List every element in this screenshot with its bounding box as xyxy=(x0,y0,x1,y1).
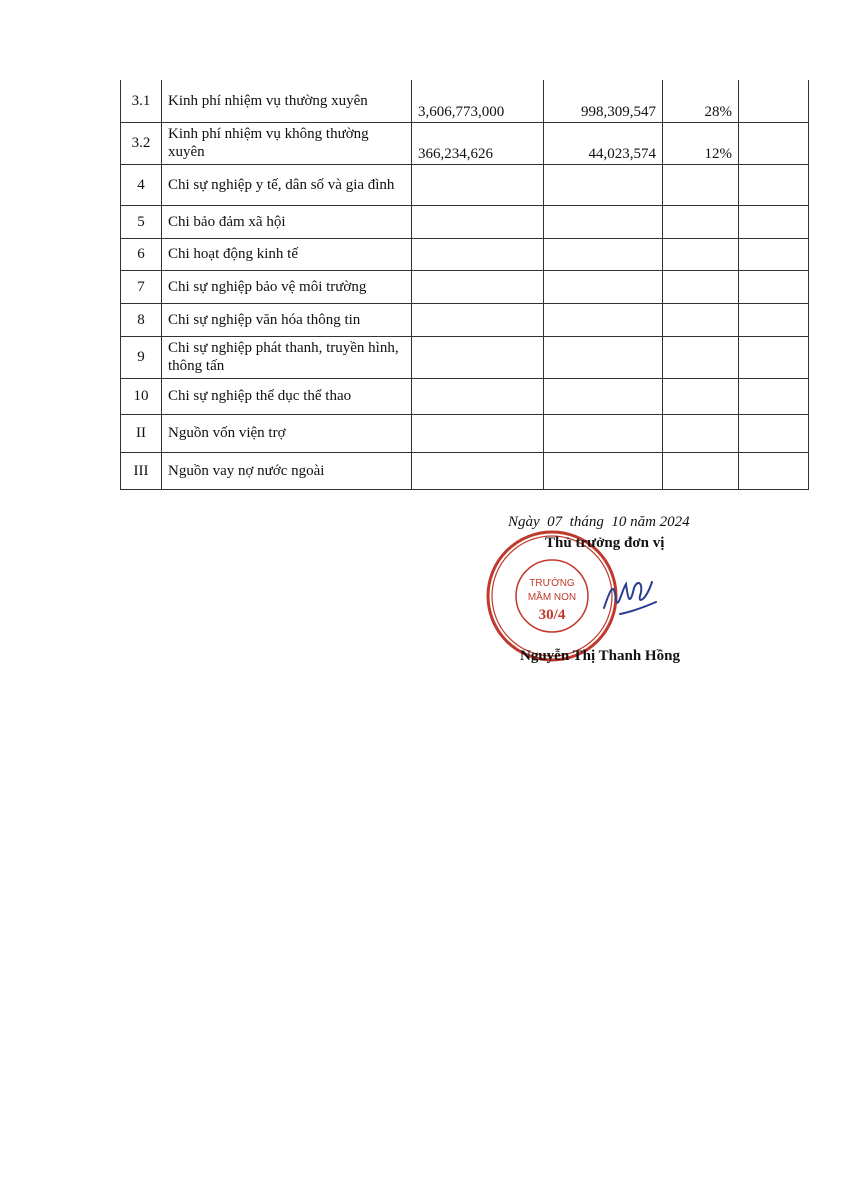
row-label: Chi sự nghiệp thể dục thể thao xyxy=(162,378,412,414)
percent-value xyxy=(663,452,739,489)
note-value xyxy=(739,80,809,122)
estimate-value xyxy=(412,205,544,238)
note-value xyxy=(739,238,809,270)
estimate-value xyxy=(412,378,544,414)
actual-value xyxy=(544,205,663,238)
estimate-value xyxy=(412,336,544,378)
row-label: Kinh phí nhiệm vụ không thường xuyên xyxy=(162,122,412,164)
row-number: 3.1 xyxy=(121,80,162,122)
actual-value xyxy=(544,452,663,489)
percent-value xyxy=(663,414,739,452)
row-label: Chi sự nghiệp văn hóa thông tin xyxy=(162,303,412,336)
row-label: Kinh phí nhiệm vụ thường xuyên xyxy=(162,80,412,122)
actual-value xyxy=(544,414,663,452)
percent-value xyxy=(663,270,739,303)
signature-date: Ngày 07 tháng 10 năm 2024 xyxy=(508,514,690,530)
percent-value: 28% xyxy=(663,80,739,122)
row-label: Chi sự nghiệp y tế, dân số và gia đình xyxy=(162,164,412,205)
note-value xyxy=(739,205,809,238)
note-value xyxy=(739,270,809,303)
estimate-value xyxy=(412,414,544,452)
budget-table xyxy=(120,80,809,490)
actual-value: 998,309,547 xyxy=(544,80,663,122)
row-label: Chi bảo đảm xã hội xyxy=(162,205,412,238)
row-number: 10 xyxy=(121,378,162,414)
note-value xyxy=(739,303,809,336)
estimate-value xyxy=(412,164,544,205)
estimate-value xyxy=(412,238,544,270)
estimate-value: 3,606,773,000 xyxy=(412,80,544,122)
table-row xyxy=(121,205,809,238)
table-row xyxy=(121,452,809,489)
row-number: III xyxy=(121,452,162,489)
table-row xyxy=(121,80,809,122)
row-label: Nguồn vay nợ nước ngoài xyxy=(162,452,412,489)
note-value xyxy=(739,378,809,414)
table-row xyxy=(121,336,809,378)
table-row xyxy=(121,378,809,414)
row-number: 5 xyxy=(121,205,162,238)
estimate-value xyxy=(412,270,544,303)
stamp-line3: 30/4 xyxy=(538,607,566,623)
percent-value: 12% xyxy=(663,122,739,164)
note-value xyxy=(739,452,809,489)
note-value xyxy=(739,122,809,164)
percent-value xyxy=(663,336,739,378)
row-number: 6 xyxy=(121,238,162,270)
row-number: 7 xyxy=(121,270,162,303)
table-row xyxy=(121,164,809,205)
note-value xyxy=(739,414,809,452)
estimate-value: 366,234,626 xyxy=(412,122,544,164)
actual-value xyxy=(544,270,663,303)
percent-value xyxy=(663,378,739,414)
actual-value xyxy=(544,378,663,414)
actual-value xyxy=(544,336,663,378)
table-row xyxy=(121,122,809,164)
handwritten-signature xyxy=(600,570,660,620)
row-number: II xyxy=(121,414,162,452)
actual-value: 44,023,574 xyxy=(544,122,663,164)
table-row xyxy=(121,238,809,270)
stamp-line2: MẦM NON xyxy=(527,592,577,603)
note-value xyxy=(739,164,809,205)
row-label: Chi sự nghiệp phát thanh, truyền hình, thông tấn xyxy=(162,336,412,378)
percent-value xyxy=(663,303,739,336)
note-value xyxy=(739,336,809,378)
row-number: 8 xyxy=(121,303,162,336)
row-label: Chi hoạt động kinh tế xyxy=(162,238,412,270)
signer-name: Nguyễn Thị Thanh Hồng xyxy=(520,648,680,664)
table-row xyxy=(121,414,809,452)
actual-value xyxy=(544,303,663,336)
estimate-value xyxy=(412,452,544,489)
row-number: 3.2 xyxy=(121,122,162,164)
percent-value xyxy=(663,238,739,270)
table-row xyxy=(121,270,809,303)
signer-title: Thủ trưởng đơn vị xyxy=(545,535,665,551)
estimate-value xyxy=(412,303,544,336)
actual-value xyxy=(544,238,663,270)
percent-value xyxy=(663,205,739,238)
row-number: 9 xyxy=(121,336,162,378)
percent-value xyxy=(663,164,739,205)
row-number: 4 xyxy=(121,164,162,205)
row-label: Nguồn vốn viện trợ xyxy=(162,414,412,452)
stamp-line1: TRƯỜNG xyxy=(529,578,575,589)
actual-value xyxy=(544,164,663,205)
row-label: Chi sự nghiệp bảo vệ môi trường xyxy=(162,270,412,303)
table-row xyxy=(121,303,809,336)
